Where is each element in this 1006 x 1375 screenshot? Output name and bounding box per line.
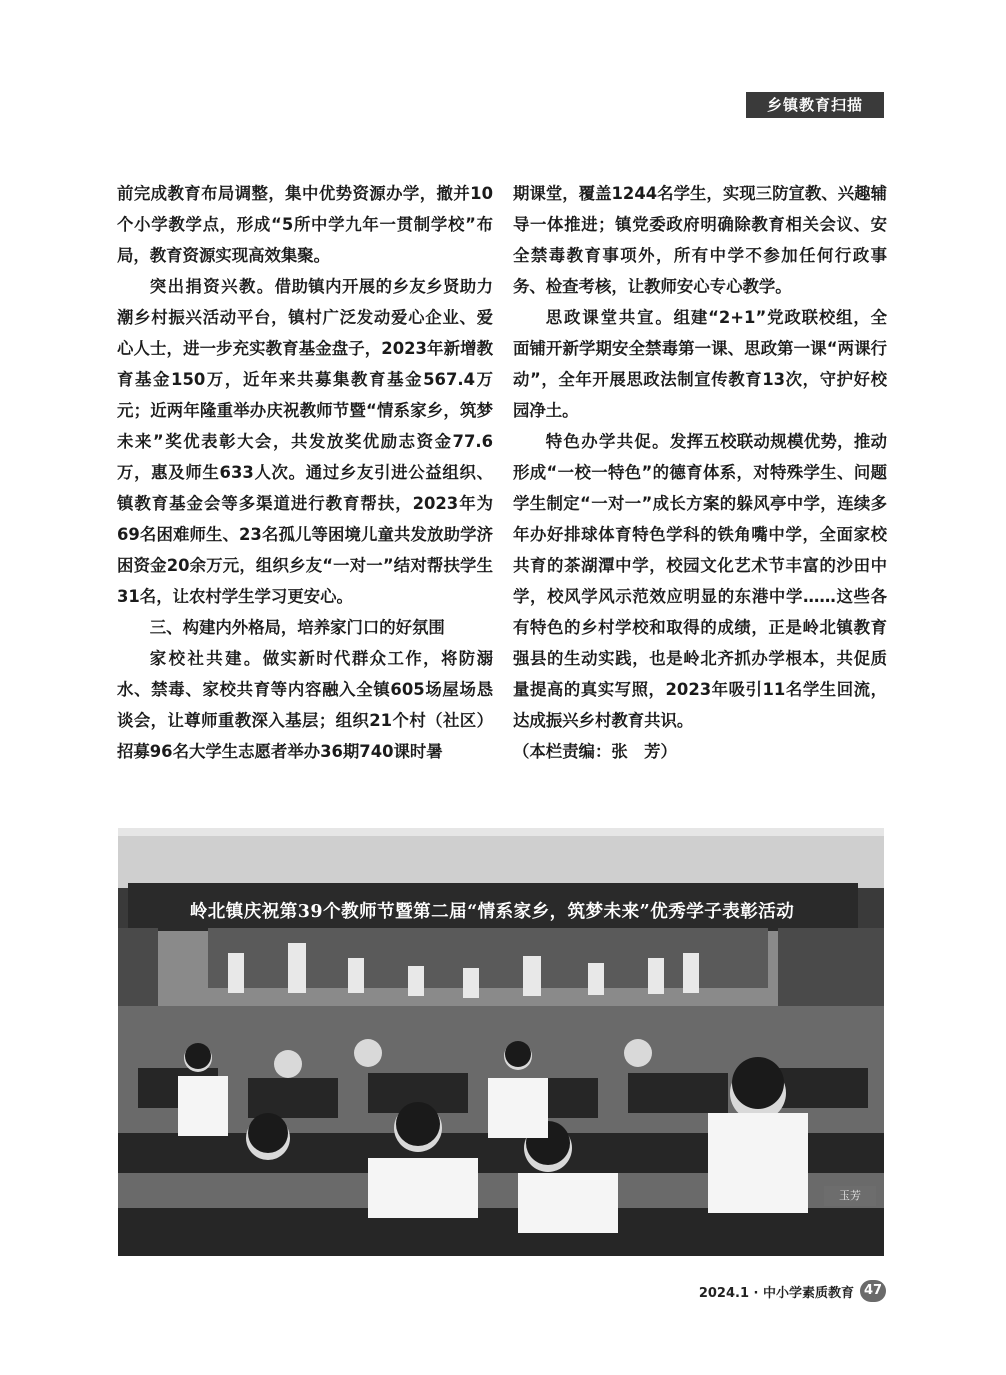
- paragraph-lead: 特色办学共促。: [545, 432, 670, 451]
- paragraph-lead: 家校社共建。: [149, 649, 263, 668]
- issue-label: 2024.1 · 中小学素质教育: [698, 1285, 854, 1301]
- paragraph-text: 组建“2+1”党政联校组，全面铺开新学期安全禁毒第一课、思政第一课“两课行动”，全年开展思政法制宣传教育13次，守护好校园净土。: [513, 308, 888, 420]
- paragraph: 前完成教育布局调整，集中优势资源办学，撤并10个小学教学点，形成“5所中学九年一贯制学校”布局，教育资源实现高效集聚。: [117, 184, 493, 265]
- paragraph: [513, 426, 887, 736]
- left-column: [117, 178, 493, 767]
- paragraph: [513, 302, 887, 426]
- page-footer: [640, 1278, 886, 1304]
- paragraph-text: 做实新时代群众工作，将防溺水、禁毒、家校共育等内容融入全镇605场屋场恳谈会，让尊师重教深入基层；组织21个村（社区）招募96名大学生志愿者举办36期740课时暑: [117, 649, 493, 761]
- photo-scene: [118, 828, 884, 1256]
- photo-watermark: 玉芳: [824, 1186, 876, 1206]
- paragraph: [117, 643, 493, 767]
- paragraph: [117, 271, 493, 612]
- editor-credit: （本栏责编：张 芳）: [513, 742, 677, 761]
- paragraph: 期课堂，覆盖1244名学生，实现三防宣教、兴趣辅导一体推进；镇党委政府明确除教育相关会议、安全禁毒教育事项外，所有中学不参加任何行政事务、检查考核，让教师安心专心教学。: [513, 184, 887, 296]
- paragraph-text: 发挥五校联动规模优势，推动形成“一校一特色”的德育体系，对特殊学生、问题学生制定“一对一”成长方案的躲风亭中学，连续多年办好排球体育特色学科的铁角嘴中学，全面家校共育的茶湖潭中学，校园文化艺术节丰富的沙田中学，校风学风示范效应明显的东港中学……这些各有特色的乡村学校和取得的成绩，正是岭北镇教育强县的生动实践，也是岭北齐抓办学根本，共促质量提高的真实写照，2023年吸引11名学生回流，达成振兴乡村教育共识。: [513, 432, 888, 730]
- paragraph-lead: 突出捐资兴教。: [149, 277, 275, 296]
- event-photo: [118, 828, 884, 1256]
- paragraph-lead: 思政课堂共宣。: [545, 308, 674, 327]
- section-tag: 乡镇教育扫描: [746, 92, 884, 118]
- paragraph-text: 借助镇内开展的乡友乡贤助力潮乡村振兴活动平台，镇村广泛发动爱心企业、爱心人士，进一步充实教育基金盘子，2023年新增教育基金150万，近年来共募集教育基金567.4万元；近两年隆重举办庆祝教师节暨“情系家乡，筑梦未来”奖优表彰大会，共发放奖优励志资金77.6万，惠及师生633人次。通过乡友引进公益组织、镇教育基金会等多渠道进行教育帮扶，2023年为69名困难师生、23名孤儿等困境儿童共发放助学济困资金20余万元，组织乡友“一对一”结对帮扶学生31名，让农村学生学习更安心。: [117, 277, 494, 606]
- right-column: [513, 178, 887, 767]
- section-heading: 三、构建内外格局，培养家门口的好氛围: [149, 618, 445, 637]
- page-number: 47: [860, 1280, 886, 1302]
- banner-title: 岭北镇庆祝第39个教师节暨第二届“情系家乡，筑梦未来”优秀学子表彰活动: [189, 902, 795, 922]
